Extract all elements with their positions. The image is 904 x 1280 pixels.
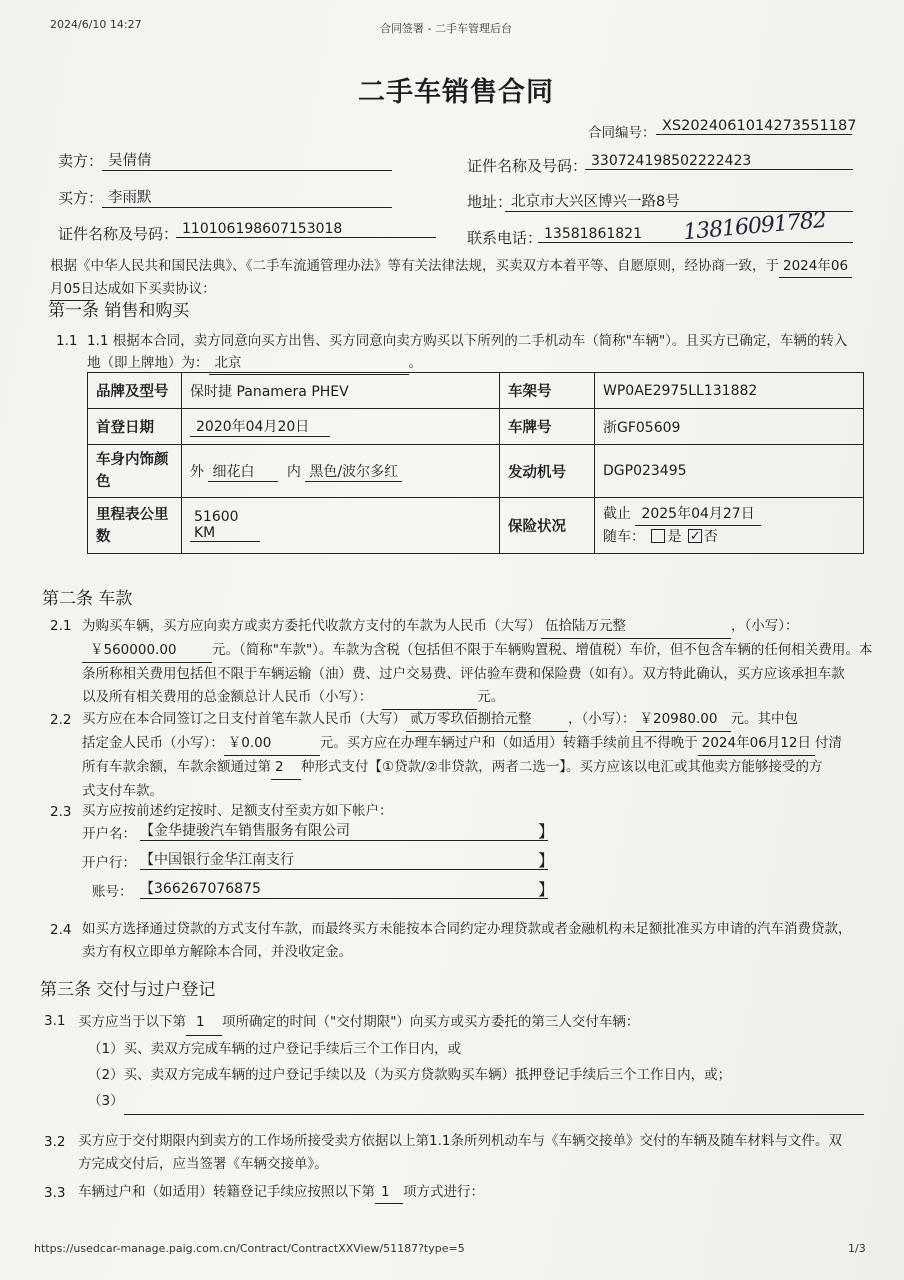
article-1-heading: 第一条 销售和购买 [48, 301, 190, 321]
account-label: 账号： [92, 884, 133, 900]
mileage-label: 里程表公里数 [88, 498, 182, 554]
buyer-id-value: 110106198607153018 [176, 221, 436, 238]
first-reg-value: 2020年04月20日 [182, 409, 500, 445]
account-value: 【 366267076875 】 [140, 878, 548, 899]
engine-value: DGP023495 [595, 445, 864, 498]
with-car-yes-checkbox[interactable] [651, 529, 665, 543]
clause-3-1-number: 3.1 [44, 1013, 66, 1029]
buyer-id-label: 证件名称及号码： [58, 225, 179, 243]
engine-label: 发动机号 [500, 445, 595, 498]
intro-paragraph: 根据《中华人民共和国民法典》、《二手车流通管理办法》等有关法律法规，买卖双方本着平等、自愿原则，经协商一致，于 2024年06 月05日达成如下买卖协议： [50, 255, 870, 301]
clause-3-3-text: 车辆过户和（如适用）转籍登记手续应按照以下第 1 项方式进行： [78, 1181, 484, 1204]
contract-title: 二手车销售合同 [358, 77, 554, 108]
contract-no-label: 合同编号： [588, 125, 656, 141]
insurance-label: 保险状况 [500, 498, 595, 554]
buyer-label: 买方： [58, 189, 104, 207]
seller-label: 卖方： [58, 152, 104, 170]
clause-2-2-text: 买方应在本合同签订之日支付首笔车款人民币（大写） 贰万零玖佰捌拾元整 ，（小写）： ￥20980.00 元。其中包 括定金人民币（小写）： ￥0.00 元。买方应在办理车辆过户和（如适用）转籍手续前且不得晚于 2024年06月12日 付清 所有车款余额，车款余额通过第 2 种形式支付【①贷款/②非贷款，两者二选一】。买方应该以电汇或其他卖方能够接受的方 式支付车款。 [82, 708, 882, 803]
bank-name-label: 开户名： [82, 826, 136, 842]
clause-1-1-text: 1.1 根据本合同，卖方同意向买方出售、买方同意向卖方购买以下所列的二手机动车（简称"车辆"）。且买方已确定，车辆的转入 地（即上牌地）为： 北京 。 [87, 330, 877, 375]
mileage-value: 51600 KM [182, 498, 500, 554]
clause-2-4-number: 2.4 [50, 922, 72, 938]
clause-3-1-text: 买方应当于以下第 1 项所确定的时间（"交付期限"）向买方或买方委托的第三人交付车辆： （1）买、卖双方完成车辆的过户登记手续后三个工作日内，或 （2）买、卖双方完成车辆的过户登记手续以及（为买方贷款购买车辆）抵押登记手续后三个工作日内，或； （3） [78, 1009, 878, 1115]
bank-name-value: 【 金华捷骏汽车销售服务有限公司 】 [140, 820, 548, 841]
address-label: 地址： [467, 193, 513, 211]
plate-value: 浙GF05609 [595, 409, 864, 445]
vehicle-info-table [87, 372, 864, 554]
seller-id-value: 330724198502222423 [585, 153, 853, 170]
clause-2-3-text: 买方应按前述约定按时、足额支付至卖方如下帐户： [82, 803, 393, 819]
insurance-value: 截止 2025年04月27日 随车： 是 ✓ 否 [595, 498, 864, 554]
bank-label: 开户行： [82, 855, 136, 871]
clause-3-2-text: 买方应于交付期限内到卖方的工作场所接受卖方依据以上第1.1条所列机动车与《车辆交接单》交付的车辆及随车材料与文件。双 方完成交付后，应当签署《车辆交接单》。 [78, 1133, 842, 1172]
color-label: 车身内饰颜色 [88, 445, 182, 498]
first-reg-label: 首登日期 [88, 409, 182, 445]
color-value: 外 细花白 内 黑色/波尔多红 [182, 445, 500, 498]
vin-label: 车架号 [500, 373, 595, 409]
clause-3-3-number: 3.3 [44, 1185, 66, 1201]
clause-2-2-number: 2.2 [50, 712, 72, 728]
handwritten-phone: 13816091782 [682, 207, 827, 246]
brand-value: 保时捷 Panamera PHEV [182, 373, 500, 409]
plate-label: 车牌号 [500, 409, 595, 445]
seller-value: 吴倩倩 [102, 149, 392, 171]
clause-2-1-text: 为购买车辆，买方应向卖方或卖方委托代收款方支付的车款为人民币（大写） 伍拾陆万元整 ，（小写）： ￥560000.00 元。（简称"车款"）。车款为含税（包括但不限于车辆购置税、增值税）车价，但不包含车辆的任何相关费用。本 条所称相关费用包括但不限于车辆运输（油）费、过户交易费、评估验车费和保险费（如有）。双方特此确认，买方应该承担车款 以及所有相关费用的总金额总计人民币（小写）： 元。 [82, 615, 882, 710]
clause-2-3-number: 2.3 [50, 804, 72, 820]
article-3-heading: 第三条 交付与过户登记 [40, 980, 216, 1000]
address-value: 北京市大兴区博兴一路8号 [505, 190, 853, 212]
vin-value: WP0AE2975LL131882 [595, 373, 864, 409]
with-car-no-checkbox[interactable] [688, 529, 702, 543]
phone-value: 13581861821 [538, 226, 853, 243]
clause-3-2-number: 3.2 [44, 1134, 66, 1150]
buyer-value: 李雨默 [102, 186, 392, 208]
print-url: https://usedcar-manage.paig.com.cn/Contract/ContractXXView/51187?type=5 [34, 1242, 465, 1255]
clause-2-1-number: 2.1 [50, 618, 72, 634]
print-timestamp: 2024/6/10 14:27 [50, 18, 142, 31]
clause-2-4-text: 如买方选择通过贷款的方式支付车款，而最终买方未能按本合同约定办理贷款或者金融机构未足额批准买方申请的汽车消费贷款， 卖方有权立即单方解除本合同，并没收定金。 [82, 921, 852, 960]
print-page-title: 合同签署 - 二手车管理后台 [380, 22, 512, 35]
article-2-heading: 第二条 车款 [42, 589, 133, 609]
bank-value: 【 中国银行金华江南支行 】 [140, 849, 548, 870]
phone-label: 联系电话： [467, 229, 543, 247]
clause-1-1-number: 1.1 [56, 333, 78, 349]
brand-label: 品牌及型号 [88, 373, 182, 409]
page-number: 1/3 [848, 1242, 866, 1255]
contract-no-value: XS2024061014273551187 [656, 118, 852, 135]
seller-id-label: 证件名称及号码： [467, 157, 588, 175]
